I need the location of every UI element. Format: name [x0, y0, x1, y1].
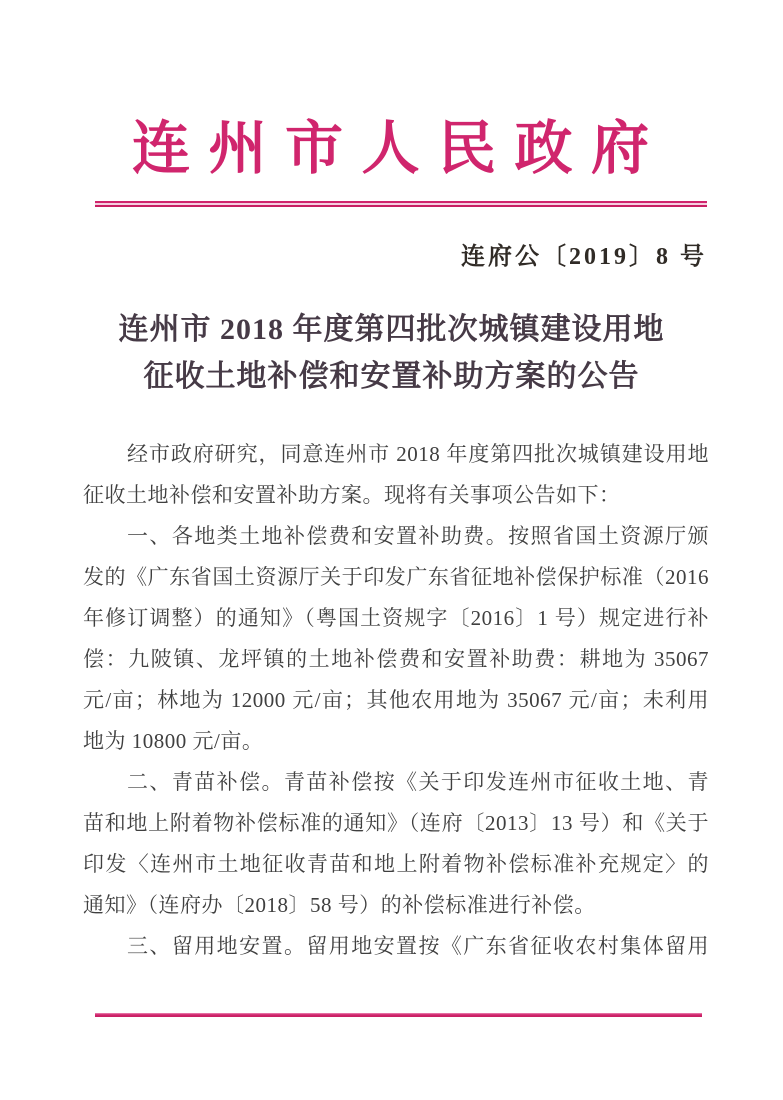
body-text-line: 印发〈连州市土地征收青苗和地上附着物补偿标准补充规定〉的 [83, 852, 709, 876]
document-body [83, 434, 709, 967]
document-number: 连府公〔2019〕8 号 [461, 244, 707, 270]
body-text-line: 发的《广东省国土资源厅关于印发广东省征地补偿保护标准（2016 [83, 565, 709, 589]
body-text-line: 三、留用地安置。留用地安置按《广东省征收农村集体留用 [127, 934, 709, 958]
body-text-line: 一、各地类土地补偿费和安置补助费。按照省国土资源厅颁 [127, 524, 709, 548]
body-text-line: 地为 10800 元/亩。 [83, 729, 264, 753]
body-text-line: 经市政府研究，同意连州市 2018 年度第四批次城镇建设用地 [127, 442, 709, 466]
footer-rule [95, 1013, 702, 1017]
announcement-title-line2: 征收土地补偿和安置补助方案的公告 [143, 360, 640, 393]
body-text-line: 年修订调整）的通知》（粤国土资规字〔2016〕1 号）规定进行补 [83, 606, 709, 630]
body-text-line: 元/亩；林地为 12000 元/亩；其他农用地为 35067 元/亩；未利用 [83, 688, 709, 712]
body-text-line: 偿：九陂镇、龙坪镇的土地补偿费和安置补助费：耕地为 35067 [83, 647, 709, 671]
masthead-double-rule [95, 201, 707, 207]
announcement-title [0, 306, 783, 400]
body-text-line: 二、青苗补偿。青苗补偿按《关于印发连州市征收土地、青 [127, 770, 709, 794]
announcement-title-line1: 连州市 2018 年度第四批次城镇建设用地 [118, 313, 665, 346]
body-text-line: 苗和地上附着物补偿标准的通知》（连府〔2013〕13 号）和《关于 [83, 811, 709, 835]
body-text-line: 通知》（连府办〔2018〕58 号）的补偿标准进行补偿。 [83, 893, 596, 917]
body-text-line: 征收土地补偿和安置补助方案。现将有关事项公告如下： [83, 483, 621, 507]
government-masthead-title: 连 州 市 人 民 政 府 [131, 116, 651, 181]
